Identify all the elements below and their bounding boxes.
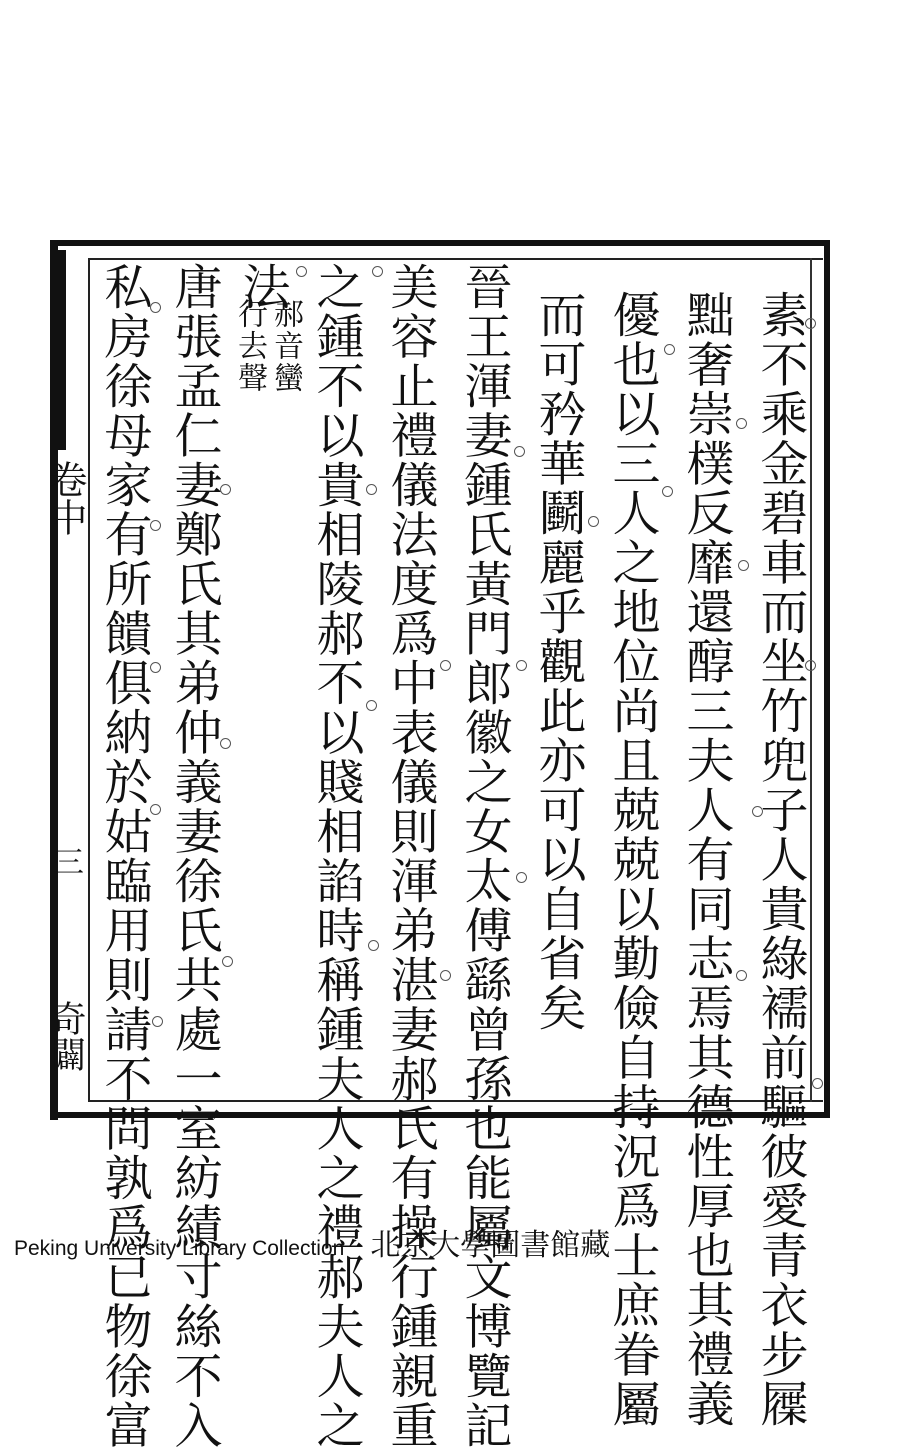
punctuation-circle xyxy=(150,302,161,313)
margin-black-bar xyxy=(56,250,66,450)
punctuation-circle xyxy=(588,516,599,527)
punctuation-circle xyxy=(152,1016,163,1027)
punctuation-circle xyxy=(220,484,231,495)
text-column-5: 晉王渾妻鍾氏黃門郎徽之女太傅繇曾孫也能屬文博覽記 xyxy=(456,262,512,1450)
punctuation-circle xyxy=(662,486,673,497)
text-column-8: 法 xyxy=(234,262,290,312)
punctuation-circle xyxy=(805,660,816,671)
punctuation-circle xyxy=(738,560,749,571)
annotation-line-1: 郝音蠻 xyxy=(268,298,303,394)
punctuation-circle xyxy=(514,446,525,457)
punctuation-circle xyxy=(440,970,451,981)
punctuation-circle xyxy=(736,970,747,981)
library-credit-chinese: 北京大學圖書館藏 xyxy=(370,1228,611,1263)
margin-page-number: 三 xyxy=(48,846,83,876)
annotation-line-2: 行去聲 xyxy=(232,298,267,394)
text-column-2: 黜奢崇樸反靡還醇三夫人有同志焉其德性厚也其禮義 xyxy=(678,290,734,1429)
punctuation-circle xyxy=(296,266,307,277)
margin-juan-label: 卷中 xyxy=(43,460,87,536)
margin-column-rule xyxy=(88,258,90,1102)
text-column-9: 唐張孟仁妻鄭氏其弟仲義妻徐氏共處一室紡績寸絲不入 xyxy=(166,262,222,1450)
punctuation-circle xyxy=(516,872,527,883)
punctuation-circle xyxy=(150,520,161,531)
text-column-10: 私房徐母家有所饋俱納於姑臨用則請不問孰爲已物徐富 xyxy=(96,262,152,1450)
frame-top-inner-border xyxy=(88,258,823,260)
punctuation-circle xyxy=(150,804,161,815)
punctuation-circle xyxy=(366,700,377,711)
punctuation-circle xyxy=(222,956,233,967)
text-column-6: 美容止禮儀法度爲中表儀則渾弟湛妻郝氏有操行鍾親重 xyxy=(382,262,438,1450)
punctuation-circle xyxy=(812,1078,823,1089)
text-column-4: 而可矜華鬬麗乎觀此亦可以自省矣 xyxy=(530,290,586,1033)
punctuation-circle xyxy=(372,266,383,277)
punctuation-circle xyxy=(440,660,451,671)
punctuation-circle xyxy=(220,738,231,749)
frame-top-border xyxy=(50,240,830,246)
punctuation-circle xyxy=(150,662,161,673)
punctuation-circle xyxy=(664,344,675,355)
library-credit xyxy=(14,1220,610,1264)
text-column-1: 素不乘金碧車而坐竹兜子人貴綠襦前驅彼愛青衣步屧 xyxy=(752,290,808,1429)
frame-right-border xyxy=(824,246,830,1116)
punctuation-circle xyxy=(752,806,763,817)
punctuation-circle xyxy=(736,418,747,429)
punctuation-circle xyxy=(366,484,377,495)
frame-right-inner-border xyxy=(810,258,812,1102)
punctuation-circle xyxy=(516,660,527,671)
punctuation-circle xyxy=(368,940,379,951)
punctuation-circle xyxy=(805,318,816,329)
margin-book-title: 奇闢 xyxy=(45,1000,86,1072)
text-column-3: 優也以三人之地位尚且兢兢以勤儉自持況爲士庶眷屬 xyxy=(604,290,660,1429)
library-credit-english: Peking University Library Collection xyxy=(14,1237,345,1260)
text-column-7: 之鍾不以貴相陵郝不以賤相諂時稱鍾夫人之禮郝夫人之 xyxy=(308,262,364,1450)
